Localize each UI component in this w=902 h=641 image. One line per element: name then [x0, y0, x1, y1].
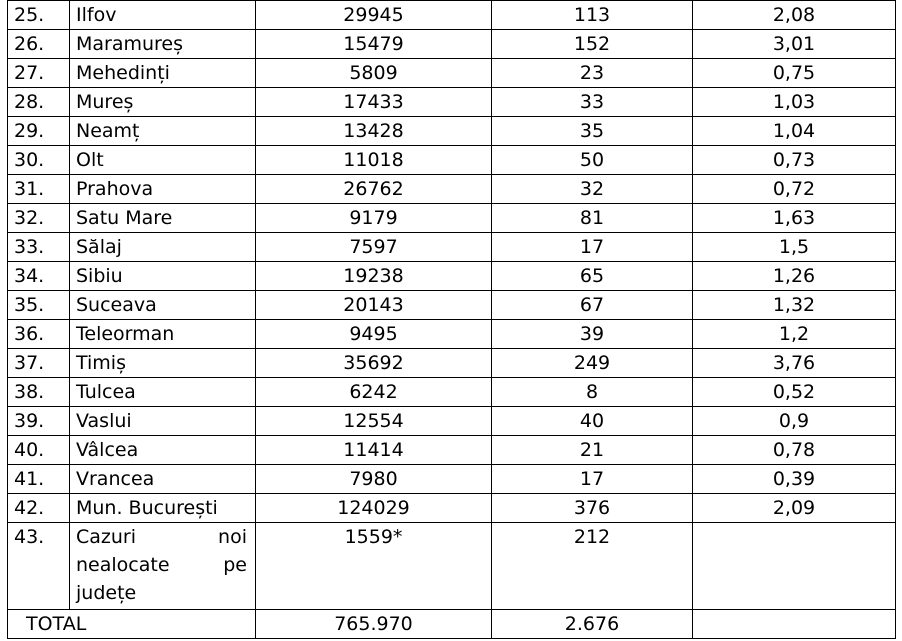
row-number: 32. [8, 204, 70, 233]
table-row [8, 204, 896, 233]
total-cases-value: 765.970 [256, 610, 492, 639]
cell-new-cases: 23 [492, 59, 693, 88]
row-name: Mehedinți [70, 59, 256, 88]
row-number: 28. [8, 88, 70, 117]
row-number: 25. [8, 1, 70, 30]
cell-total-cases: 11018 [256, 146, 492, 175]
unallocated-label-line: nealocate pe [76, 554, 247, 576]
table-row [8, 146, 896, 175]
cell-total-cases: 124029 [256, 494, 492, 523]
cell-total-cases: 5809 [256, 59, 492, 88]
cell-total-cases: 12554 [256, 407, 492, 436]
table-row [8, 436, 896, 465]
table-row [8, 262, 896, 291]
row-name [70, 523, 256, 610]
cell-total-cases: 35692 [256, 349, 492, 378]
cell-rate: 1,63 [693, 204, 896, 233]
cell-rate: 1,32 [693, 291, 896, 320]
row-name: Satu Mare [70, 204, 256, 233]
cell-new-cases: 17 [492, 233, 693, 262]
row-name: Vaslui [70, 407, 256, 436]
cell-rate: 0,78 [693, 436, 896, 465]
table-row [8, 465, 896, 494]
table-row [8, 117, 896, 146]
cell-rate: 1,26 [693, 262, 896, 291]
row-name: Vrancea [70, 465, 256, 494]
cell-total-cases: 9495 [256, 320, 492, 349]
cell-new-cases: 81 [492, 204, 693, 233]
row-name: Prahova [70, 175, 256, 204]
table-row-total [8, 610, 896, 639]
cell-rate: 0,73 [693, 146, 896, 175]
row-number: 43. [8, 523, 70, 610]
row-number: 33. [8, 233, 70, 262]
cell-total-cases: 15479 [256, 30, 492, 59]
row-number: 29. [8, 117, 70, 146]
cell-new-cases: 212 [492, 523, 693, 610]
cell-total-cases: 19238 [256, 262, 492, 291]
row-number: 41. [8, 465, 70, 494]
cell-new-cases: 152 [492, 30, 693, 59]
cell-rate: 0,72 [693, 175, 896, 204]
row-number: 40. [8, 436, 70, 465]
cell-total-cases: 13428 [256, 117, 492, 146]
cell-total-cases: 29945 [256, 1, 492, 30]
row-number: 38. [8, 378, 70, 407]
cell-rate: 0,52 [693, 378, 896, 407]
cell-rate [693, 523, 896, 610]
row-number: 26. [8, 30, 70, 59]
cell-total-cases: 17433 [256, 88, 492, 117]
row-number: 34. [8, 262, 70, 291]
cell-total-cases: 1559* [256, 523, 492, 610]
cell-total-cases: 11414 [256, 436, 492, 465]
row-number: 39. [8, 407, 70, 436]
table-row [8, 349, 896, 378]
cell-rate: 0,75 [693, 59, 896, 88]
row-name: Mun. București [70, 494, 256, 523]
total-new-cases-value: 2.676 [492, 610, 693, 639]
row-number: 31. [8, 175, 70, 204]
table-row [8, 59, 896, 88]
row-number: 27. [8, 59, 70, 88]
cell-total-cases: 7980 [256, 465, 492, 494]
cell-rate: 2,09 [693, 494, 896, 523]
cell-new-cases: 17 [492, 465, 693, 494]
cell-new-cases: 39 [492, 320, 693, 349]
cell-rate: 1,04 [693, 117, 896, 146]
cell-new-cases: 35 [492, 117, 693, 146]
row-number: 30. [8, 146, 70, 175]
row-name: Mureș [70, 88, 256, 117]
cell-rate: 0,39 [693, 465, 896, 494]
unallocated-label-line: Cazuri noi [76, 526, 247, 548]
cell-total-cases: 26762 [256, 175, 492, 204]
table-body [8, 1, 896, 639]
cell-total-cases: 20143 [256, 291, 492, 320]
cell-new-cases: 67 [492, 291, 693, 320]
cell-new-cases: 65 [492, 262, 693, 291]
row-number: 36. [8, 320, 70, 349]
row-name: Timiș [70, 349, 256, 378]
cell-new-cases: 249 [492, 349, 693, 378]
cell-total-cases: 9179 [256, 204, 492, 233]
cell-new-cases: 33 [492, 88, 693, 117]
row-name: Olt [70, 146, 256, 175]
row-name: Suceava [70, 291, 256, 320]
table-row-unallocated [8, 523, 896, 610]
cases-table-container [7, 0, 896, 639]
row-number: 37. [8, 349, 70, 378]
table-row [8, 378, 896, 407]
table-row [8, 1, 896, 30]
cell-new-cases: 376 [492, 494, 693, 523]
table-row [8, 320, 896, 349]
table-row [8, 88, 896, 117]
row-number: 42. [8, 494, 70, 523]
cell-total-cases: 6242 [256, 378, 492, 407]
row-name: Teleorman [70, 320, 256, 349]
total-rate-value [693, 610, 896, 639]
table-row [8, 233, 896, 262]
cell-new-cases: 32 [492, 175, 693, 204]
row-name: Ilfov [70, 1, 256, 30]
row-number: 35. [8, 291, 70, 320]
total-label: TOTAL [8, 610, 256, 639]
unallocated-label [76, 523, 247, 607]
table-row [8, 30, 896, 59]
table-row [8, 494, 896, 523]
cell-new-cases: 40 [492, 407, 693, 436]
table-row [8, 291, 896, 320]
row-name: Sălaj [70, 233, 256, 262]
table-row [8, 407, 896, 436]
row-name: Sibiu [70, 262, 256, 291]
cell-rate: 1,2 [693, 320, 896, 349]
cell-rate: 2,08 [693, 1, 896, 30]
row-name: Tulcea [70, 378, 256, 407]
cell-new-cases: 21 [492, 436, 693, 465]
cell-new-cases: 8 [492, 378, 693, 407]
cell-new-cases: 50 [492, 146, 693, 175]
cell-rate: 1,03 [693, 88, 896, 117]
cell-rate: 1,5 [693, 233, 896, 262]
row-name: Vâlcea [70, 436, 256, 465]
row-name: Maramureș [70, 30, 256, 59]
table-row [8, 175, 896, 204]
cell-total-cases: 7597 [256, 233, 492, 262]
cell-rate: 0,9 [693, 407, 896, 436]
cell-rate: 3,01 [693, 30, 896, 59]
cases-by-county-table [7, 0, 896, 639]
cell-rate: 3,76 [693, 349, 896, 378]
unallocated-label-line: județe [76, 582, 137, 604]
cell-new-cases: 113 [492, 1, 693, 30]
row-name: Neamț [70, 117, 256, 146]
